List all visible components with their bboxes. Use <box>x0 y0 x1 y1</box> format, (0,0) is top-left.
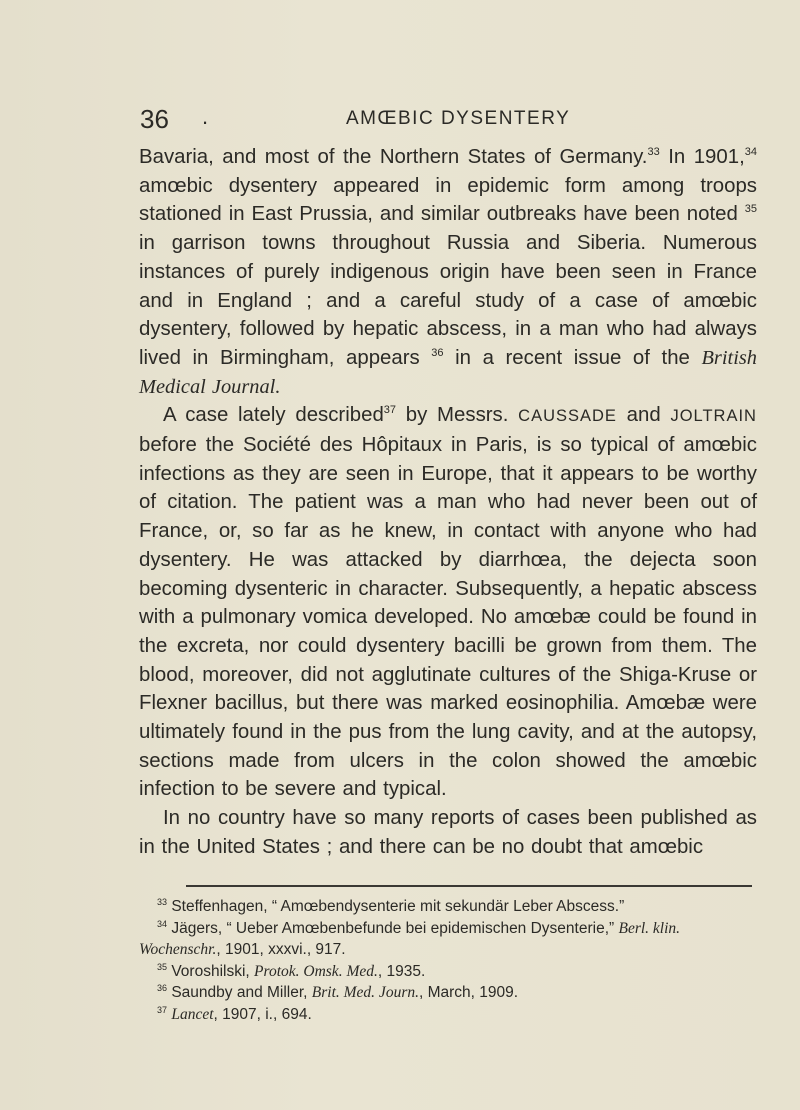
paragraph-2 <box>139 401 757 804</box>
text-run: before the Société des Hôpitaux in Paris, is so typical of amœbic infections as they are seen in Europe, that it appears to be worthy of citation. The patient was a man who had never been out of France, or, so far as he knew, in contact with anyone who had dysentery. He was attacked by diarrhœa, the dejecta soon becoming dysenteric in character. Subsequently, a hepatic abscess with a pulmonary vomica developed. No amœbæ could be found in the excreta, nor could dysentery bacilli be grown from them. The blood, moreover, did not agglutinate cultures of the Shiga-Kruse or Flexner bacillus, but there was marked eosinophilia. Amœbæ were ultimately found in the pus from the lung cavity, and at the autopsy, sections made from ulcers in the colon showed the amœbic infection to be severe and typical. <box>139 434 757 801</box>
footnote-ref-33: 33 <box>647 146 660 158</box>
footnote-source: Berl. klin. Wochenschr. <box>139 919 681 958</box>
footnote-source: Brit. Med. Journ. <box>311 984 419 1001</box>
footnote <box>139 918 757 961</box>
footnote-number: 37 <box>157 1004 168 1015</box>
paragraph-3 <box>139 804 757 861</box>
footnote-source: Lancet <box>171 1005 214 1023</box>
footnote-text: Steffenhagen, “ Amœbendysenterie mit sekundär Leber Abscess.” <box>171 898 625 915</box>
footnote-number: 35 <box>157 961 168 972</box>
footnote-text: Jägers, “ Ueber Amœbenbefunde bei epidemischen Dysenterie,” <box>171 919 619 937</box>
footnote <box>139 896 757 918</box>
footnote-number: 33 <box>157 897 168 907</box>
footnote <box>139 961 757 983</box>
footnote-citation: , 1935. <box>377 962 426 980</box>
footnote-ref-37: 37 <box>383 404 397 417</box>
footnote-citation: , 1901, xxxvi., 917. <box>216 941 346 958</box>
page-number: 36 <box>140 104 169 134</box>
text-run: by Messrs. <box>396 404 519 427</box>
footnote-number: 36 <box>157 983 168 993</box>
footnote-ref-36: 36 <box>431 346 444 359</box>
footnote-citation: , 1907, i., 694. <box>213 1005 312 1023</box>
journal-title: British Medical Journal. <box>139 346 757 398</box>
header-dot: . <box>202 104 209 129</box>
author-name: CAUSSADE <box>518 407 617 426</box>
footnote-citation: , March, 1909. <box>418 984 519 1001</box>
footnote-divider <box>186 885 752 887</box>
footnote-text: Voroshilski, <box>171 962 255 980</box>
author-name: JOLTRAIN <box>670 407 757 426</box>
page-header <box>140 104 760 134</box>
footnote <box>139 1004 757 1026</box>
footnote-ref-34: 34 <box>744 146 757 158</box>
text-run: Bavaria, and most of the Northern States of Germany. <box>139 146 648 168</box>
text-run: in garrison towns throughout Russia and Siberia. Numerous instances of purely indigenous origin have been seen in France and in England ; and a careful study of a case of amœbic dysentery, followed by hepatic abscess, in a man who had always lived in Birmingham, appears <box>139 232 757 369</box>
running-title: AMŒBIC DYSENTERY <box>346 108 571 129</box>
text-run: In 1901, <box>659 146 745 168</box>
body-text <box>139 143 757 862</box>
text-run: In no country have so many reports of cases been published as in the United States ; and there can be no doubt that amœbic <box>139 807 757 858</box>
footnote <box>139 982 757 1004</box>
footnote-number: 34 <box>157 918 168 929</box>
text-run: A case lately described <box>163 404 384 427</box>
text-run: amœbic dysentery appeared in epidemic form among troops stationed in East Prussia, and similar outbreaks have been noted <box>139 174 757 226</box>
footnotes <box>139 896 757 1025</box>
footnote-ref-35: 35 <box>744 203 757 216</box>
paragraph-1 <box>139 143 757 401</box>
footnote-text: Saundby and Miller, <box>171 984 312 1001</box>
text-run: in a recent issue of the <box>443 346 702 369</box>
text-run: and <box>616 404 671 427</box>
footnote-source: Protok. Omsk. Med. <box>254 962 378 980</box>
